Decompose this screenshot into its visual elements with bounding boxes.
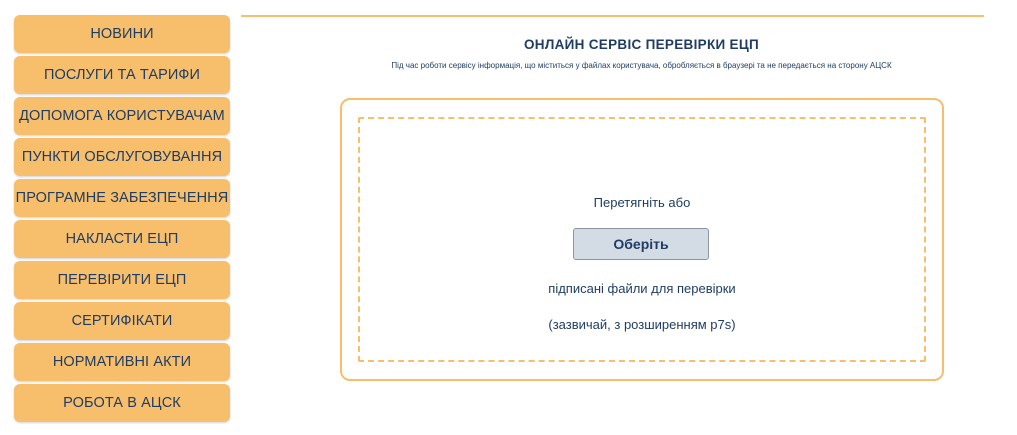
sidebar-nav xyxy=(14,15,230,425)
nav-item-certificates[interactable]: СЕРТИФІКАТИ xyxy=(14,302,230,340)
nav-item-software[interactable]: ПРОГРАМНЕ ЗАБЕЗПЕЧЕННЯ xyxy=(14,179,230,217)
choose-files-button[interactable]: Оберіть xyxy=(573,228,709,260)
nav-item-regulations[interactable]: НОРМАТИВНІ АКТИ xyxy=(14,343,230,381)
nav-item-services-tariffs[interactable]: ПОСЛУГИ ТА ТАРИФИ xyxy=(14,56,230,94)
nav-item-verify[interactable]: ПЕРЕВІРИТИ ЕЦП xyxy=(14,261,230,299)
extension-hint: (зазвичай, з розширенням p7s) xyxy=(548,317,736,332)
page-subtitle: Під час роботи сервісу інформація, що міститься у файлах користувача, обробляється в браузері та не передається на сторону АЦСК xyxy=(391,61,892,70)
page-title: ОНЛАЙН СЕРВІС ПЕРЕВІРКИ ЕЦП xyxy=(523,37,760,52)
top-divider xyxy=(241,15,984,17)
files-text: підписані файли для перевірки xyxy=(548,281,736,296)
drag-text: Перетягніть або xyxy=(593,195,691,210)
nav-item-user-help[interactable]: ДОПОМОГА КОРИСТУВАЧАМ xyxy=(14,97,230,135)
nav-item-sign[interactable]: НАКЛАСТИ ЕЦП xyxy=(14,220,230,258)
nav-item-work-in-acsk[interactable]: РОБОТА В АЦСК xyxy=(14,384,230,422)
nav-item-news[interactable]: НОВИНИ xyxy=(14,15,230,53)
nav-item-service-points[interactable]: ПУНКТИ ОБСЛУГОВУВАННЯ xyxy=(14,138,230,176)
